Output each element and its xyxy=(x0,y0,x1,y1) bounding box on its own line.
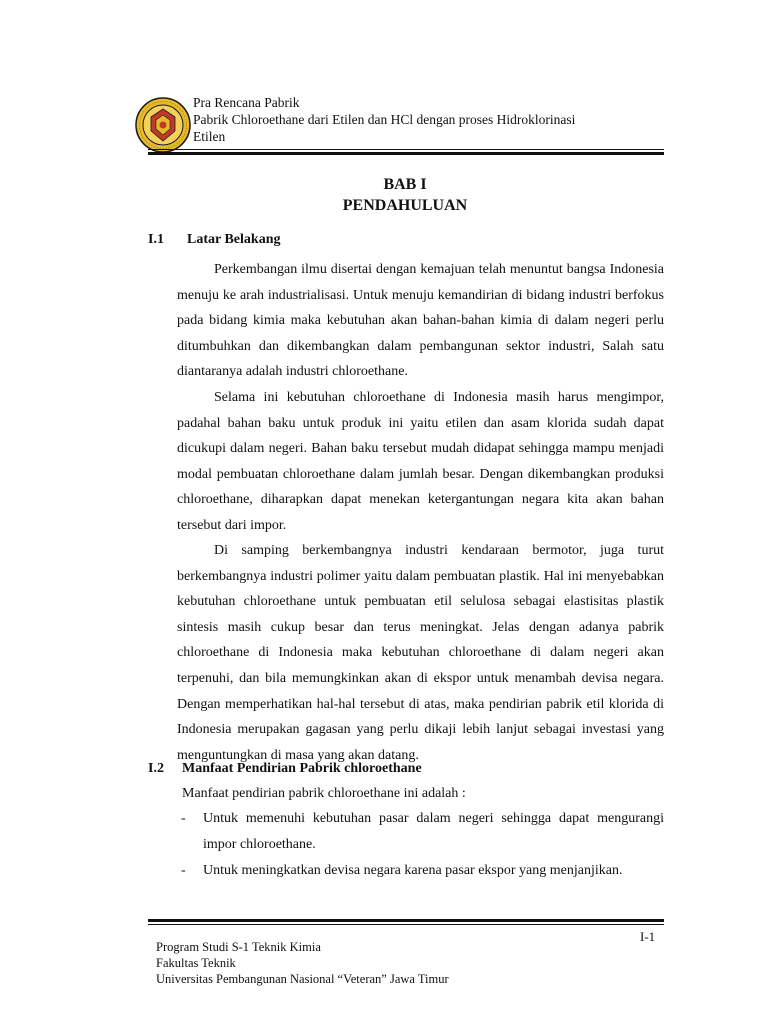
footer-rule-thick xyxy=(148,919,664,922)
footer-line-1: Program Studi S-1 Teknik Kimia xyxy=(156,940,321,954)
bullet-item-1: Untuk memenuhi kebutuhan pasar dalam negeri sehingga dapat mengurangi impor chloroethane. xyxy=(203,811,664,852)
footer-rule-thin xyxy=(148,924,664,925)
bullet-dash-2: - xyxy=(181,863,186,878)
footer-line-3: Universitas Pembangunan Nasional “Veteran” Jawa Timur xyxy=(156,972,449,986)
section-2-title: Manfaat Pendirian Pabrik chloroethane xyxy=(182,761,422,776)
footer-line-2: Fakultas Teknik xyxy=(156,956,236,970)
chapter-title: PENDAHULUAN xyxy=(342,197,468,214)
section-1-paragraph-2: Selama ini kebutuhan chloroethane di Indonesia masih harus mengimpor, padahal bahan baku untuk produk ini yaitu etilen dan asam klorida sudah dapat dicukupi dalam negeri. Bahan baku tersebut mudah didapat sehingga mampu menjadi modal pembuatan chloroethane dalam jumlah besar. Dengan dikembangkan produksi chloroethane, diharapkan dapat menekan ketergantungan negara kita akan bahan tersebut dari impor. xyxy=(177,390,664,533)
bullet-dash-1: - xyxy=(181,811,186,826)
section-1-paragraph-1: Perkembangan ilmu disertai dengan kemajuan telah menuntut bangsa Indonesia menuju ke arah industrialisasi. Untuk menuju kemandirian di bidang industri berfokus pada bidang kimia maka kebutuhan akan bahan-bahan kimia di dalam negeri perlu ditumbuhkan dan dikembangkan dalam pembangunan sektor industri, Salah satu diantaranya adalah industri chloroethane. xyxy=(177,262,664,380)
header-line-3: Etilen xyxy=(193,129,226,144)
header-rule-thick xyxy=(148,152,664,155)
bullet-item-2: Untuk meningkatkan devisa negara karena pasar ekspor yang menjanjikan. xyxy=(203,863,623,878)
section-2-number: I.2 xyxy=(148,761,164,776)
section-1-number: I.1 xyxy=(148,232,164,247)
university-seal-icon xyxy=(135,97,191,153)
page-number: I-1 xyxy=(640,929,656,944)
section-1-title: Latar Belakang xyxy=(187,232,281,247)
section-2-intro: Manfaat pendirian pabrik chloroethane ini adalah : xyxy=(182,786,466,801)
header-line-1: Pra Rencana Pabrik xyxy=(193,95,300,110)
header-line-2: Pabrik Chloroethane dari Etilen dan HCl dengan proses Hidroklorinasi xyxy=(193,112,576,127)
header-rule-thin xyxy=(148,149,664,150)
section-1-paragraph-3: Di samping berkembangnya industri kendaraan bermotor, juga turut berkembangnya industri polimer yaitu dalam pembuatan plastik. Hal ini menyebabkan kebutuhan chloroethane untuk pembuatan etil selulosa sebagai elastisitas plastik sintesis masih cukup besar dan terus meningkat. Jelas dengan adanya pabrik chloroethane di Indonesia maka kebutuhan chloroethane di dalam negeri akan terpenuhi, dan bila memungkinkan akan di ekspor untuk menambah devisa negara. Dengan memperhatikan hal-hal tersebut di atas, maka pendirian pabrik etil klorida di Indonesia merupakan gagasan yang perlu dikaji lebih lanjut sebagai investasi yang menguntungkan di masa yang akan datang. xyxy=(177,543,664,763)
chapter-label: BAB I xyxy=(383,176,427,193)
